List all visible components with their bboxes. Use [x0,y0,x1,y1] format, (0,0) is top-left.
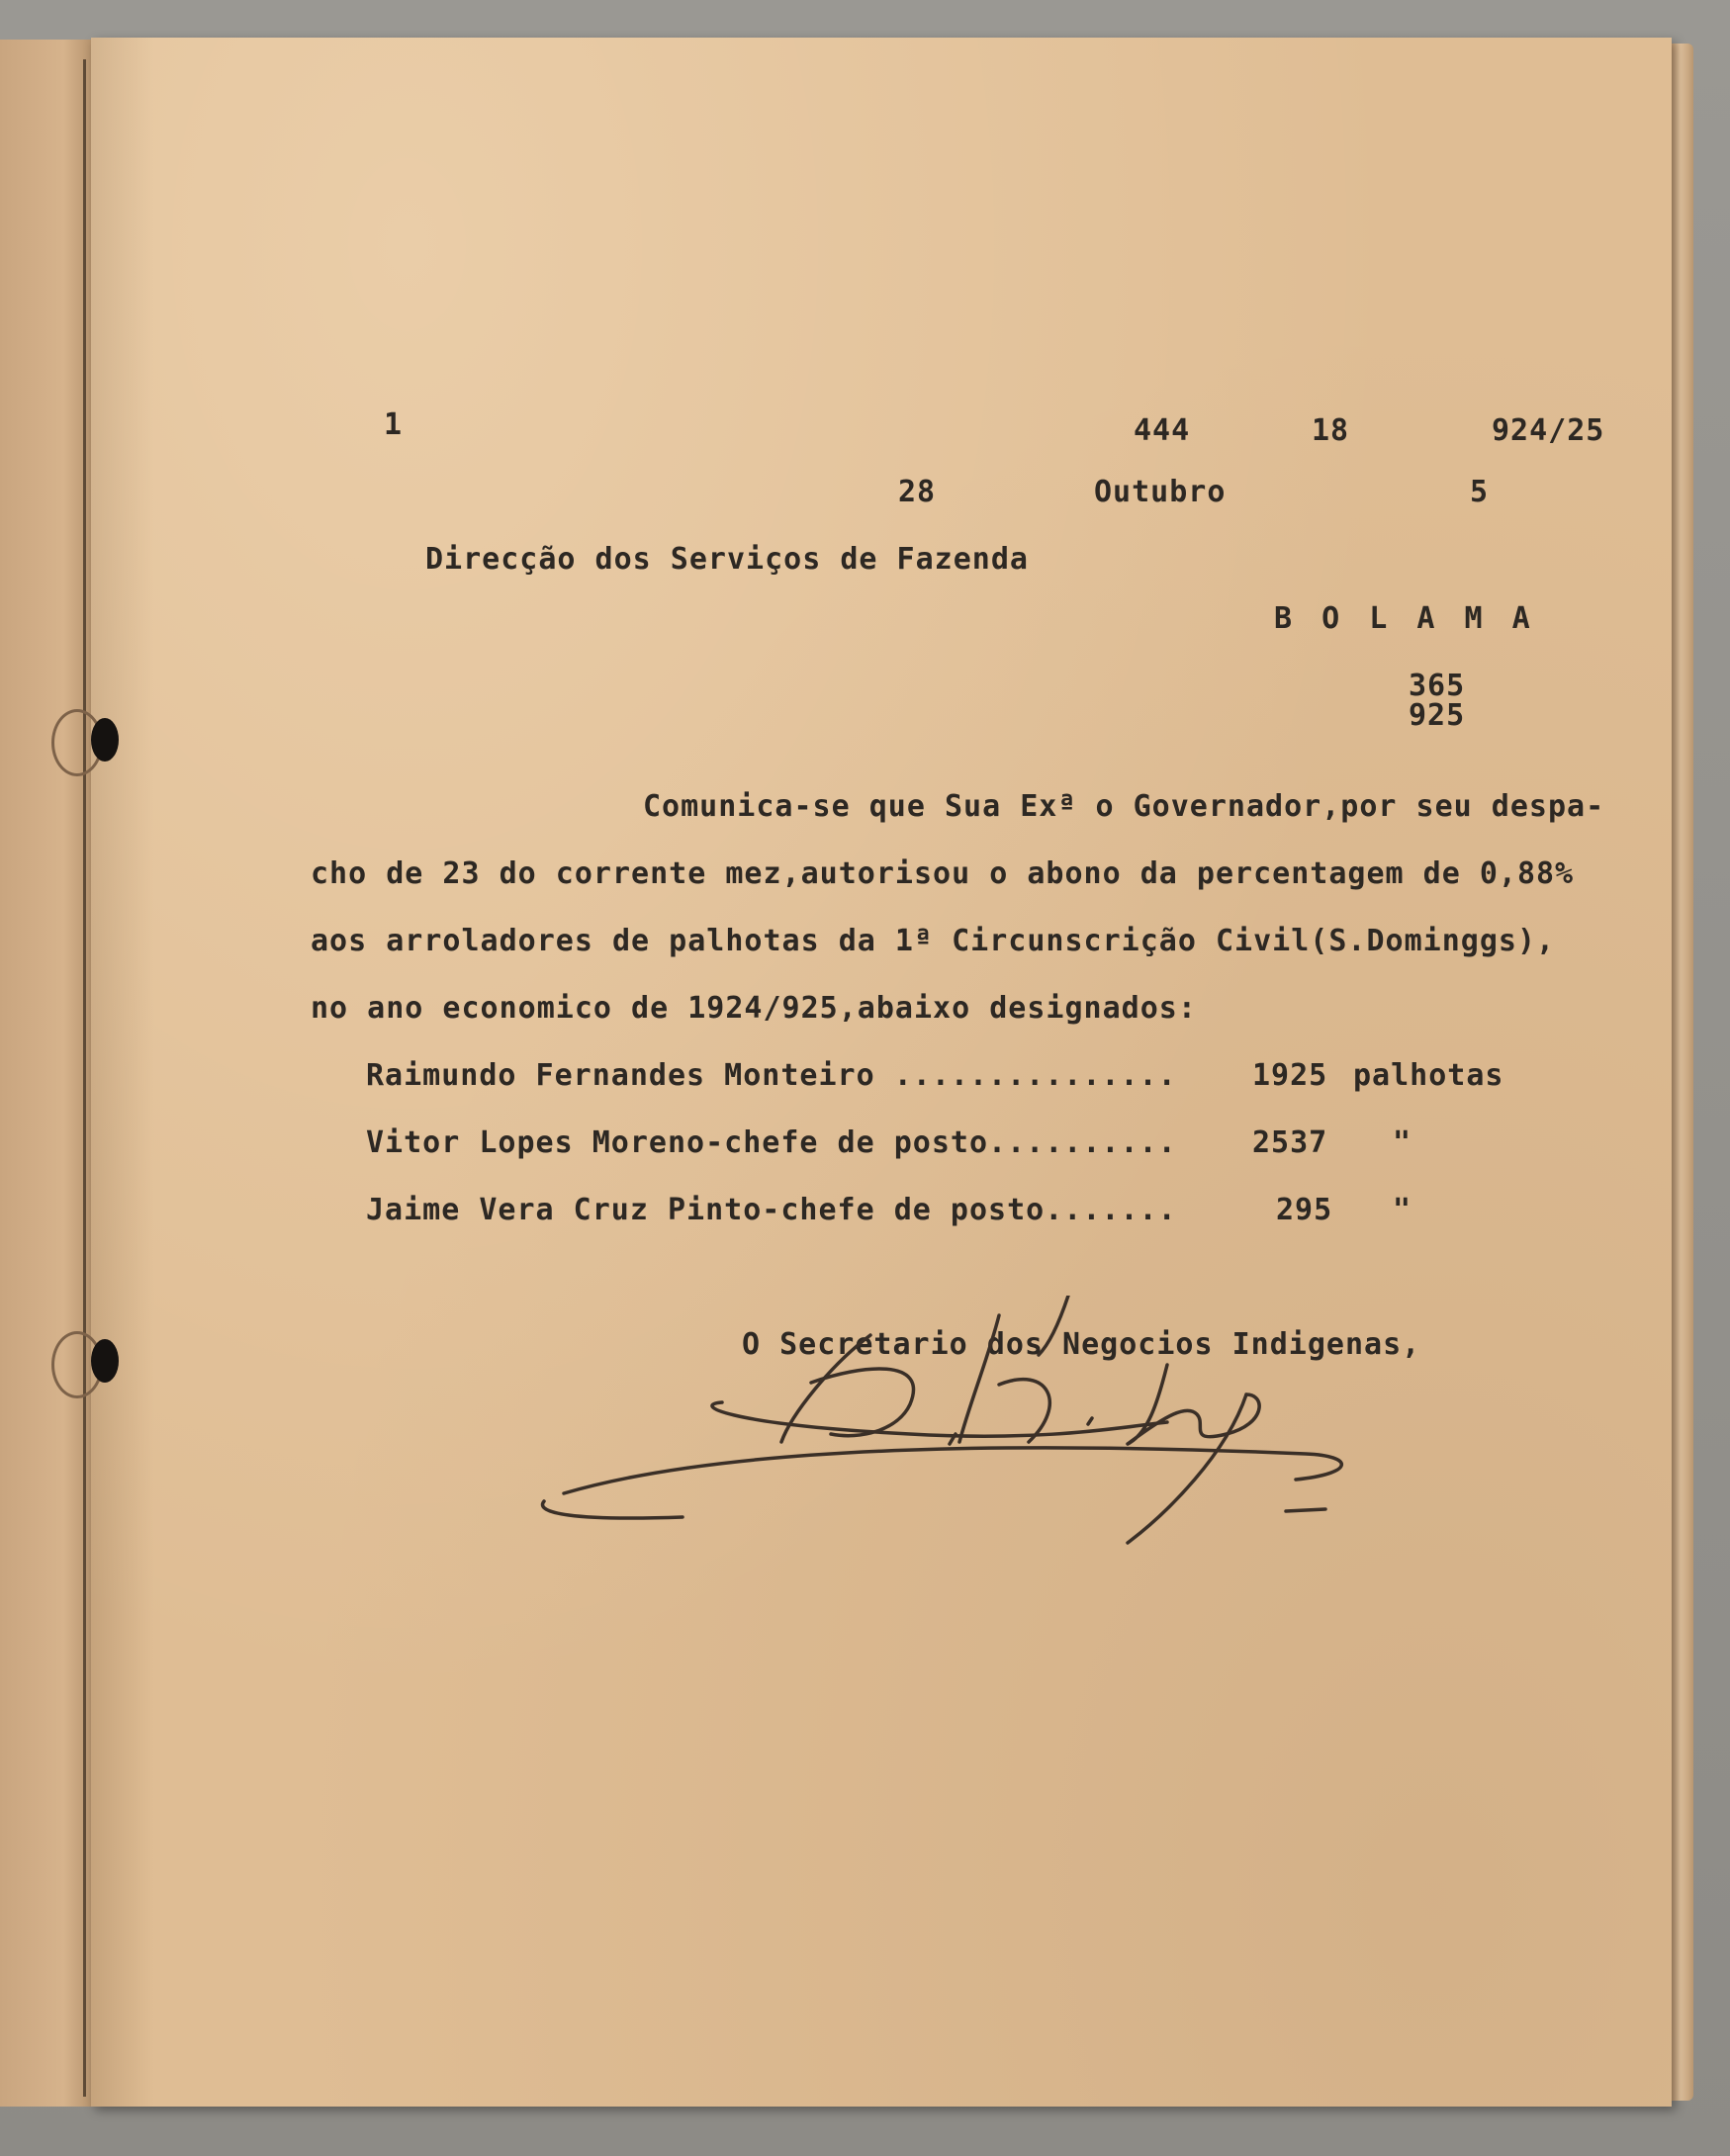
punch-hole [91,718,119,762]
body-line-4: no ano economico de 1924/925,abaixo designados: [311,991,1197,1026]
list-item-unit: palhotas [1353,1058,1504,1093]
list-item-count: 1925 [1252,1058,1328,1093]
list-item-count: 295 [1276,1193,1333,1227]
binding-stitch [83,59,86,2097]
date-month: Outubro [1094,475,1227,509]
list-item-name: Jaime Vera Cruz Pinto-chefe de posto....... [366,1193,1177,1227]
signatory-title: O Secretario dos Negocios Indigenas, [742,1327,1421,1362]
date-year-digit: 5 [1470,475,1490,509]
body-line-1: Comunica-se que Sua Exª o Governador,por seu despa- [643,789,1605,824]
right-page-edge [1672,44,1693,2101]
reference-number: 444 [1134,413,1191,448]
file-number-2: 925 [1409,698,1466,733]
list-item-name: Raimundo Fernandes Monteiro ............... [366,1058,1177,1093]
body-line-3: aos arroladores de palhotas da 1ª Circunscrição Civil(S.Dominggs), [311,924,1556,958]
addressee-city: B O L A M A [1274,601,1536,636]
reference-year: 924/25 [1492,413,1605,448]
list-item-unit: " [1393,1193,1412,1227]
list-item-unit: " [1393,1125,1412,1160]
addressee-department: Direcção dos Serviços de Fazenda [425,542,1029,577]
punch-hole [91,1339,119,1383]
body-line-2: cho de 23 do corrente mez,autorisou o abono da percentagem de 0,88% [311,856,1575,891]
date-day: 28 [898,475,937,509]
file-number-1: 365 [1409,669,1466,703]
list-item-count: 2537 [1252,1125,1328,1160]
left-page-edge [0,40,94,2107]
handwritten-signature [534,1296,1405,1553]
reference-day: 18 [1312,413,1350,448]
list-item-name: Vitor Lopes Moreno-chefe de posto.......... [366,1125,1177,1160]
document-number: 1 [384,407,404,442]
